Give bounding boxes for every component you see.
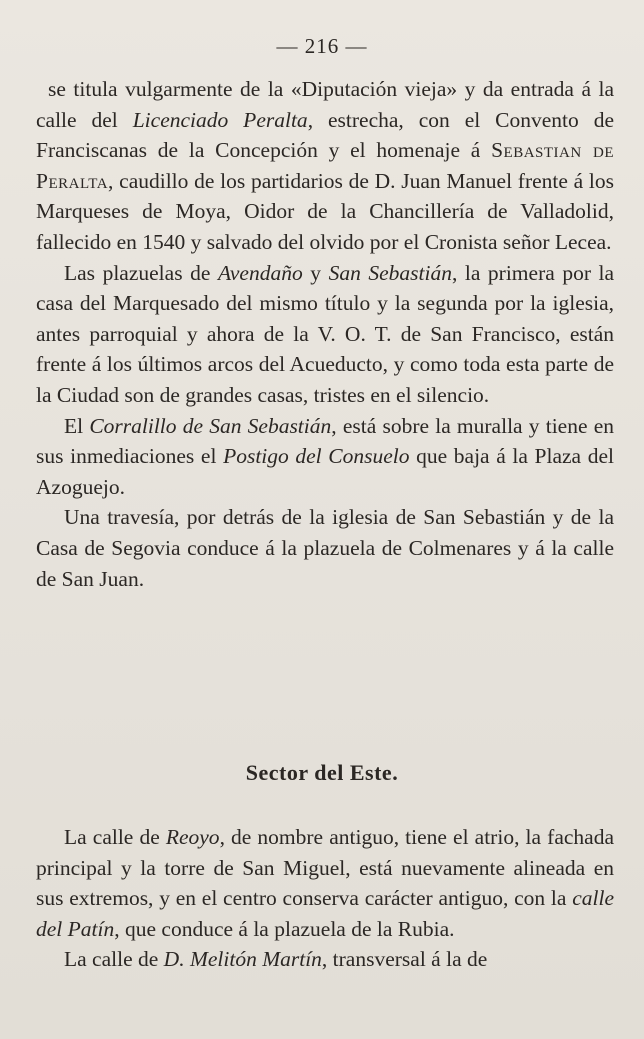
paragraph-text: La calle de — [64, 825, 166, 849]
paragraph — [36, 258, 614, 411]
paragraph — [36, 502, 614, 594]
paragraph-text: Las plazuelas de — [64, 260, 218, 285]
paragraph-text: , transversal á la de — [321, 947, 488, 972]
paragraph — [36, 822, 614, 944]
italic-street-name: Licenciado Peralta — [132, 107, 308, 132]
italic-street-name: calle del Patín — [36, 886, 614, 941]
paragraph — [36, 944, 614, 975]
italic-place-name: San Sebastián — [328, 260, 452, 285]
paragraph-text: , está sobre la muralla y tiene en sus inmediaciones el — [36, 413, 614, 469]
section-heading: Sector del Este. — [245, 760, 399, 785]
paragraph-text: , estrecha, con el Convento de Franciscanas de la Concepción y el homenaje á — [36, 107, 614, 163]
paragraph-text: que baja á la Plaza del Azoguejo. — [36, 444, 614, 499]
paragraph-text: El — [64, 413, 90, 438]
italic-street-name: D. Melitón Martín — [163, 947, 322, 972]
italic-place-name: Postigo del Consuelo — [223, 444, 410, 469]
paragraph-text: , la primera por la casa del Marquesado del mismo título y la segunda por la iglesia, antes parroquial y ahora de la V. O. T. de San Francisco, están frente á los últimos arcos del Acueducto, y como toda esta parte de la Ciudad son de grandes casas, tristes en el silencio. — [36, 260, 615, 407]
italic-street-name: Reoyo — [165, 825, 220, 849]
text-block-lower — [36, 822, 614, 975]
paragraph — [36, 74, 614, 258]
paragraph-text: , caudillo de los partidarios de D. Juan Manuel frente á los Marqueses de Moya, Oidor de la Chancillería de Valladolid, fallecido en 1540 y salvado del olvido por el Cronista señor Lecea. — [36, 168, 614, 254]
paragraph — [36, 411, 614, 503]
paragraph-text: y — [302, 260, 329, 285]
text-block-upper — [36, 74, 614, 594]
smallcaps-person-name: Sebastian de Peralta — [36, 138, 614, 193]
paragraph-text: La calle de — [64, 947, 164, 972]
page-number: — 216 — — [276, 34, 368, 58]
paragraph-text: se titula vulgarmente de la «Diputación vieja» y da entrada á la calle del — [36, 77, 614, 132]
italic-place-name: Corralillo de San Sebastián — [89, 413, 332, 438]
paragraph-text: , de nombre antiguo, tiene el atrio, la fachada principal y la torre de San Miguel, está nuevamente alineada en sus extremos, y en el centro conserva carácter antiguo, con la — [36, 825, 614, 911]
italic-place-name: Avendaño — [217, 260, 303, 285]
paragraph-text: Una travesía, por detrás de la iglesia de San Sebastián y de la Casa de Segovia conduce á la plazuela de Colmenares y á la calle de San Juan. — [36, 505, 614, 591]
paragraph-text: , que conduce á la plazuela de la Rubia. — [114, 916, 455, 941]
